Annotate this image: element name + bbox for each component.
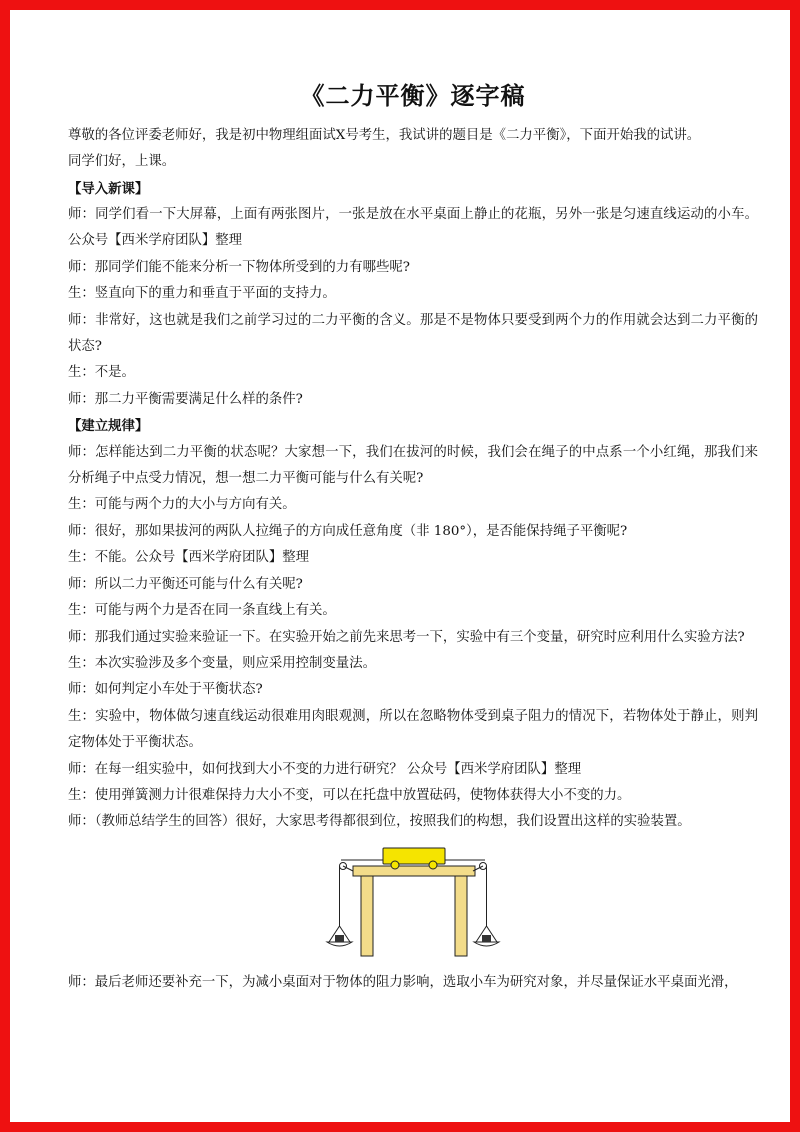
dialogue-line: 生：可能与两个力的大小与方向有关。 xyxy=(68,497,296,513)
dialogue-line: 生：不能。公众号【西米学府团队】整理 xyxy=(68,550,310,566)
experiment-figure xyxy=(68,838,758,968)
dialogue-line: 师：那二力平衡需要满足什么样的条件? xyxy=(68,391,303,407)
dialogue-line: 师：所以二力平衡还可能与什么有关呢? xyxy=(68,576,303,592)
dialogue-line: 师：在每一组实验中，如何找到大小不变的力进行研究？ 公众号【西米学府团队】整理 xyxy=(68,761,582,777)
greeting-paragraph: 同学们好，上课。 xyxy=(68,154,176,170)
document-body xyxy=(68,82,758,996)
dialogue-line: 师：怎样能达到二力平衡的状态呢？大家想一下，我们在拔河的时候，我们会在绳子的中点系一个小红绳，那我们来分析绳子中点受力情况，想一想二力平衡可能与什么有关呢? xyxy=(68,444,758,487)
dialogue-line: 师：非常好，这也就是我们之前学习过的二力平衡的含义。那是不是物体只要受到两个力的作用就会达到二力平衡的状态? xyxy=(68,312,758,355)
dialogue-line: 师：很好，那如果拔河的两队人拉绳子的方向成任意角度（非 180°），是否能保持绳子平衡呢? xyxy=(68,523,628,539)
section-heading-intro: 【导入新课】 xyxy=(68,180,149,197)
paragraphs-before-figure xyxy=(68,123,758,836)
dialogue-line: 师：那我们通过实验来验证一下。在实验开始之前先来思考一下，实验中有三个变量，研究时应利用什么实验方法? xyxy=(68,629,745,645)
intro-paragraph: 尊敬的各位评委老师好，我是初中物理组面试X号考生，我试讲的题目是《二力平衡》，下面开始我的试讲。 xyxy=(68,127,701,143)
cart-on-table-with-pulleys-diagram-icon xyxy=(313,838,513,968)
dialogue-line: 生：可能与两个力是否在同一条直线上有关。 xyxy=(68,603,336,619)
dialogue-line: 师：（教师总结学生的回答）很好，大家思考得都很到位，按照我们的构想，我们设置出这样的实验装置。 xyxy=(68,814,691,830)
dialogue-line: 师：那同学们能不能来分析一下物体所受到的力有哪些呢? xyxy=(68,259,410,275)
dialogue-line: 生：不是。 xyxy=(68,365,135,381)
dialogue-line: 师：同学们看一下大屏幕，上面有两张图片，一张是放在水平桌面上静止的花瓶，另外一张是匀速直线运动的小车。 公众号【西米学府团队】整理 xyxy=(68,207,758,249)
dialogue-line: 师：最后老师还要补充一下，为减小桌面对于物体的阻力影响，选取小车为研究对象，并尽量保证水平桌面光滑， xyxy=(68,974,738,990)
dialogue-line: 生：使用弹簧测力计很难保持力大小不变，可以在托盘中放置砝码，使物体获得大小不变的力。 xyxy=(68,787,631,803)
dialogue-line: 生：本次实验涉及多个变量，则应采用控制变量法。 xyxy=(68,655,376,671)
document-title: 《二力平衡》逐字稿 xyxy=(300,81,526,110)
dialogue-line: 师：如何判定小车处于平衡状态? xyxy=(68,682,263,698)
section-heading-rule: 【建立规律】 xyxy=(68,418,149,435)
dialogue-line: 生：实验中，物体做匀速直线运动很难用肉眼观测，所以在忽略物体受到桌子阻力的情况下，若物体处于静止，则判定物体处于平衡状态。 xyxy=(68,708,758,751)
dialogue-line: 生：竖直向下的重力和垂直于平面的支持力。 xyxy=(68,286,336,302)
paragraphs-after-figure xyxy=(68,970,758,996)
